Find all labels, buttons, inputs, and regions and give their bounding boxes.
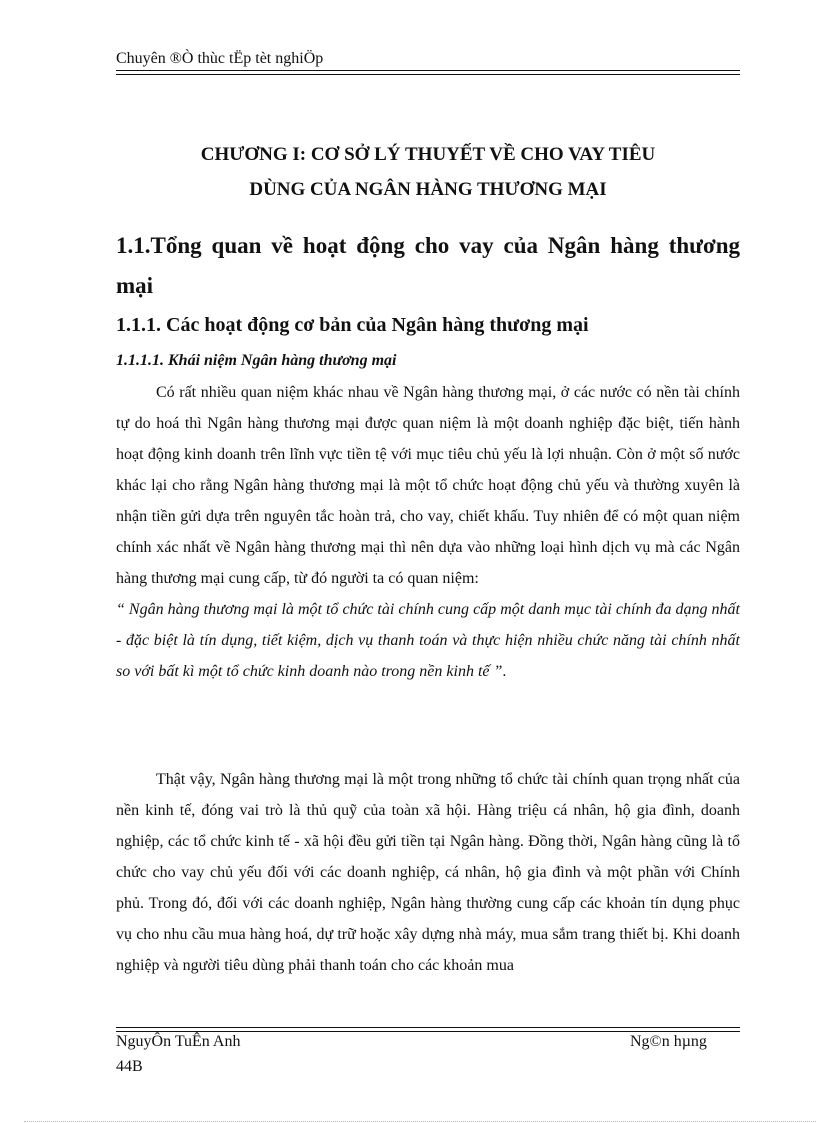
footer-department: Ng©n hµng — [630, 1033, 707, 1050]
paragraph-1-quote: “ Ngân hàng thương mại là một tổ chức tài chính cung cấp một danh mục tài chính đa dạng nhất - đặc biệt là tín dụng, tiết kiệm, dịch vụ thanh toán và thực hiện nhiều chức năng tài chính nhất so với bất kì một tổ chức kinh doanh nào trong nền kinh tế ” — [116, 601, 740, 680]
chapter-title-line-1: CHƯƠNG I: CƠ SỞ LÝ THUYẾT VỀ CHO VAY TIÊU — [200, 144, 656, 165]
paragraph-1-intro: Có rất nhiều quan niệm khác nhau về Ngân hàng thương mại, ở các nước có nền tài chính tự do hoá thì Ngân hàng thương mại được quan niệm là một doanh nghiệp đặc biệt, tiến hành hoạt động kinh doanh trên lĩnh vực tiền tệ với mục tiêu chủ yếu là lợi nhuận. Còn ở một số nước khác lại cho rằng Ngân hàng thương mại là một tổ chức hoạt động chủ yếu và thường xuyên là nhận tiền gửi dựa trên nguyên tắc hoàn trả, cho vay, chiết khấu. Tuy nhiên để có một quan niệm chính xác nhất về Ngân hàng thương mại thì nên dựa vào những loại hình dịch vụ mà các Ngân hàng thương mại cung cấp, từ đó người ta có quan niệm: — [116, 384, 740, 587]
subsection-heading: 1.1.1. Các hoạt động cơ bản của Ngân hàng thương mại — [116, 314, 589, 336]
paragraph-1 — [116, 377, 740, 687]
footer-class: 44B — [116, 1058, 143, 1075]
footer-author: NguyÔn TuÊn Anh — [116, 1033, 241, 1050]
chapter-title-line-2: DÙNG CỦA NGÂN HÀNG THƯƠNG MẠI — [249, 179, 607, 200]
subsubsection-heading: 1.1.1.1. Khái niệm Ngân hàng thương mại — [116, 352, 397, 369]
paragraph-2: Thật vậy, Ngân hàng thương mại là một trong những tổ chức tài chính quan trọng nhất của nền kinh tế, đóng vai trò là thủ quỹ của toàn xã hội. Hàng triệu cá nhân, hộ gia đình, doanh nghiệp, các tổ chức kinh tế - xã hội đều gửi tiền tại Ngân hàng. Đồng thời, Ngân hàng cũng là tổ chức cho vay chủ yếu đối với các doanh nghiệp, cá nhân, hộ gia đình và một phần với Chính phủ. Trong đó, đối với các doanh nghiệp, Ngân hàng thường cung cấp các khoản tín dụng phục vụ cho nhu cầu mua hàng hoá, dự trữ hoặc xây dựng nhà máy, mua sắm trang thiết bị. Khi doanh nghiệp và người tiêu dùng phải thanh toán cho các khoản mua — [116, 771, 740, 974]
page-edge-divider — [24, 1121, 816, 1122]
paragraph-1-end: . — [502, 663, 507, 680]
section-heading: 1.1.Tổng quan về hoạt động cho vay của Ngân hàng thương mại — [116, 233, 740, 298]
header-rule — [116, 70, 740, 75]
running-header: Chuyên ®Ò thùc tËp tèt nghiÖp — [116, 50, 324, 67]
footer-rule — [116, 1027, 740, 1032]
